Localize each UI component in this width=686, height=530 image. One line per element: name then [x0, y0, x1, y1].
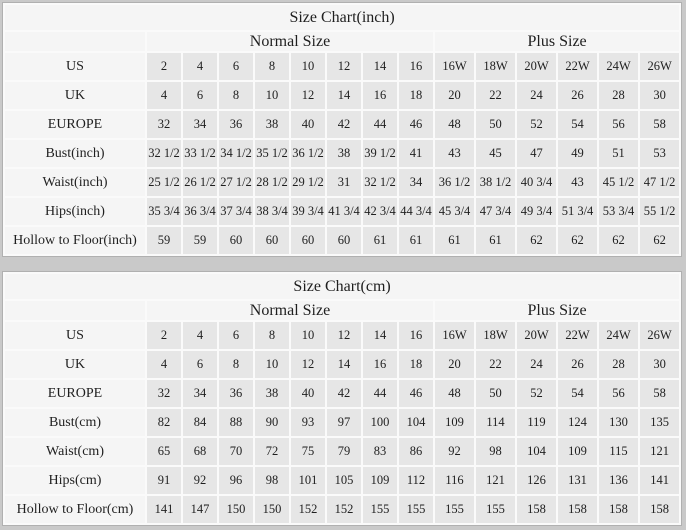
size-value-cell: 54 [558, 111, 597, 138]
size-value-cell: 61 [435, 227, 474, 254]
size-value-cell: 130 [599, 409, 638, 436]
size-value-cell: 18W [476, 53, 515, 80]
size-value-cell: 70 [219, 438, 253, 465]
size-value-cell: 18 [399, 82, 433, 109]
table-row [5, 467, 679, 494]
size-value-cell: 20 [435, 351, 474, 378]
size-value-cell: 34 [399, 169, 433, 196]
size-value-cell: 48 [435, 111, 474, 138]
size-value-cell: 62 [517, 227, 556, 254]
size-value-cell: 20 [435, 82, 474, 109]
size-value-cell: 14 [363, 53, 397, 80]
row-label: Waist(cm) [5, 438, 145, 465]
row-label: EUROPE [5, 111, 145, 138]
size-value-cell: 124 [558, 409, 597, 436]
size-value-cell: 38 3/4 [255, 198, 289, 225]
row-label: UK [5, 82, 145, 109]
size-value-cell: 59 [147, 227, 181, 254]
size-value-cell: 105 [327, 467, 361, 494]
size-value-cell: 2 [147, 322, 181, 349]
size-value-cell: 112 [399, 467, 433, 494]
table-row [5, 53, 679, 80]
size-value-cell: 20W [517, 322, 556, 349]
size-value-cell: 47 3/4 [476, 198, 515, 225]
size-value-cell: 82 [147, 409, 181, 436]
size-value-cell: 40 3/4 [517, 169, 556, 196]
size-value-cell: 38 [255, 111, 289, 138]
size-value-cell: 90 [255, 409, 289, 436]
table-row [5, 198, 679, 225]
size-value-cell: 27 1/2 [219, 169, 253, 196]
size-value-cell: 36 [219, 380, 253, 407]
size-value-cell: 83 [363, 438, 397, 465]
size-value-cell: 31 [327, 169, 361, 196]
size-value-cell: 51 3/4 [558, 198, 597, 225]
size-chart-inch-table [2, 2, 682, 257]
size-value-cell: 62 [599, 227, 638, 254]
size-value-cell: 45 [476, 140, 515, 167]
size-value-cell: 16 [363, 82, 397, 109]
size-value-cell: 28 [599, 351, 638, 378]
size-value-cell: 44 3/4 [399, 198, 433, 225]
size-value-cell: 50 [476, 380, 515, 407]
size-value-cell: 60 [255, 227, 289, 254]
size-value-cell: 56 [599, 380, 638, 407]
size-value-cell: 47 1/2 [640, 169, 679, 196]
size-value-cell: 16W [435, 53, 474, 80]
size-value-cell: 104 [399, 409, 433, 436]
size-value-cell: 29 1/2 [291, 169, 325, 196]
size-value-cell: 60 [219, 227, 253, 254]
size-value-cell: 65 [147, 438, 181, 465]
group-header-row [5, 301, 679, 320]
size-value-cell: 72 [255, 438, 289, 465]
size-value-cell: 4 [183, 53, 217, 80]
size-value-cell: 30 [640, 82, 679, 109]
size-value-cell: 43 [435, 140, 474, 167]
size-value-cell: 30 [640, 351, 679, 378]
size-value-cell: 4 [183, 322, 217, 349]
size-value-cell: 46 [399, 111, 433, 138]
size-value-cell: 36 [219, 111, 253, 138]
size-value-cell: 114 [476, 409, 515, 436]
size-value-cell: 58 [640, 111, 679, 138]
table-row [5, 227, 679, 254]
size-value-cell: 28 1/2 [255, 169, 289, 196]
size-value-cell: 14 [327, 82, 361, 109]
size-value-cell: 155 [435, 496, 474, 523]
table-title: Size Chart(cm) [5, 274, 679, 299]
size-value-cell: 14 [363, 322, 397, 349]
corner-cell [5, 32, 145, 51]
size-value-cell: 26W [640, 53, 679, 80]
size-value-cell: 53 3/4 [599, 198, 638, 225]
size-value-cell: 97 [327, 409, 361, 436]
size-value-cell: 147 [183, 496, 217, 523]
table-row [5, 169, 679, 196]
size-value-cell: 12 [327, 53, 361, 80]
size-value-cell: 34 [183, 380, 217, 407]
size-value-cell: 152 [291, 496, 325, 523]
size-value-cell: 54 [558, 380, 597, 407]
size-value-cell: 47 [517, 140, 556, 167]
size-value-cell: 158 [640, 496, 679, 523]
size-value-cell: 126 [517, 467, 556, 494]
size-value-cell: 10 [291, 322, 325, 349]
size-value-cell: 100 [363, 409, 397, 436]
size-value-cell: 6 [219, 322, 253, 349]
size-value-cell: 48 [435, 380, 474, 407]
table-row [5, 438, 679, 465]
size-value-cell: 150 [255, 496, 289, 523]
size-value-cell: 2 [147, 53, 181, 80]
row-label: Hollow to Floor(inch) [5, 227, 145, 254]
size-value-cell: 91 [147, 467, 181, 494]
size-value-cell: 60 [327, 227, 361, 254]
size-value-cell: 109 [435, 409, 474, 436]
size-value-cell: 79 [327, 438, 361, 465]
size-value-cell: 38 [327, 140, 361, 167]
size-value-cell: 61 [399, 227, 433, 254]
size-value-cell: 20W [517, 53, 556, 80]
row-label: US [5, 53, 145, 80]
size-value-cell: 34 [183, 111, 217, 138]
size-value-cell: 50 [476, 111, 515, 138]
size-value-cell: 10 [255, 351, 289, 378]
size-value-cell: 42 [327, 111, 361, 138]
size-value-cell: 8 [219, 351, 253, 378]
size-value-cell: 18 [399, 351, 433, 378]
row-label: EUROPE [5, 380, 145, 407]
size-value-cell: 6 [183, 351, 217, 378]
size-value-cell: 121 [476, 467, 515, 494]
size-value-cell: 39 1/2 [363, 140, 397, 167]
size-value-cell: 53 [640, 140, 679, 167]
size-value-cell: 32 1/2 [363, 169, 397, 196]
row-label: Hips(inch) [5, 198, 145, 225]
size-value-cell: 32 [147, 111, 181, 138]
size-value-cell: 136 [599, 467, 638, 494]
size-value-cell: 41 3/4 [327, 198, 361, 225]
size-value-cell: 51 [599, 140, 638, 167]
size-value-cell: 16 [363, 351, 397, 378]
row-label: Bust(inch) [5, 140, 145, 167]
size-value-cell: 40 [291, 380, 325, 407]
size-value-cell: 62 [558, 227, 597, 254]
size-value-cell: 34 1/2 [219, 140, 253, 167]
size-value-cell: 44 [363, 111, 397, 138]
size-value-cell: 16 [399, 322, 433, 349]
normal-size-header: Normal Size [147, 32, 433, 51]
size-value-cell: 32 1/2 [147, 140, 181, 167]
size-value-cell: 96 [219, 467, 253, 494]
table-row [5, 82, 679, 109]
size-value-cell: 12 [291, 351, 325, 378]
size-value-cell: 36 3/4 [183, 198, 217, 225]
size-value-cell: 58 [640, 380, 679, 407]
table-row [5, 140, 679, 167]
size-value-cell: 62 [640, 227, 679, 254]
table-row [5, 496, 679, 523]
size-value-cell: 6 [219, 53, 253, 80]
size-value-cell: 158 [599, 496, 638, 523]
size-value-cell: 25 1/2 [147, 169, 181, 196]
size-value-cell: 101 [291, 467, 325, 494]
size-value-cell: 68 [183, 438, 217, 465]
size-value-cell: 16W [435, 322, 474, 349]
size-value-cell: 24W [599, 53, 638, 80]
table-row [5, 409, 679, 436]
table-title: Size Chart(inch) [5, 5, 679, 30]
size-value-cell: 40 [291, 111, 325, 138]
size-value-cell: 56 [599, 111, 638, 138]
size-value-cell: 115 [599, 438, 638, 465]
row-label: Bust(cm) [5, 409, 145, 436]
row-label: US [5, 322, 145, 349]
title-row [5, 274, 679, 299]
plus-size-header: Plus Size [435, 301, 679, 320]
size-value-cell: 155 [476, 496, 515, 523]
size-value-cell: 61 [476, 227, 515, 254]
size-value-cell: 6 [183, 82, 217, 109]
size-value-cell: 150 [219, 496, 253, 523]
row-label: Hollow to Floor(cm) [5, 496, 145, 523]
size-value-cell: 22W [558, 53, 597, 80]
size-value-cell: 98 [476, 438, 515, 465]
size-value-cell: 8 [255, 322, 289, 349]
size-value-cell: 42 3/4 [363, 198, 397, 225]
size-value-cell: 141 [147, 496, 181, 523]
size-value-cell: 141 [640, 467, 679, 494]
size-value-cell: 22 [476, 351, 515, 378]
size-value-cell: 8 [255, 53, 289, 80]
size-value-cell: 59 [183, 227, 217, 254]
size-value-cell: 24 [517, 82, 556, 109]
size-value-cell: 28 [599, 82, 638, 109]
size-value-cell: 4 [147, 351, 181, 378]
size-value-cell: 158 [517, 496, 556, 523]
size-value-cell: 16 [399, 53, 433, 80]
size-value-cell: 135 [640, 409, 679, 436]
size-value-cell: 38 1/2 [476, 169, 515, 196]
size-value-cell: 45 3/4 [435, 198, 474, 225]
size-value-cell: 155 [399, 496, 433, 523]
size-value-cell: 152 [327, 496, 361, 523]
size-value-cell: 43 [558, 169, 597, 196]
table-row [5, 111, 679, 138]
size-value-cell: 36 1/2 [291, 140, 325, 167]
size-value-cell: 41 [399, 140, 433, 167]
size-value-cell: 60 [291, 227, 325, 254]
size-value-cell: 98 [255, 467, 289, 494]
size-value-cell: 24W [599, 322, 638, 349]
size-value-cell: 14 [327, 351, 361, 378]
size-value-cell: 158 [558, 496, 597, 523]
size-chart-cm-table [2, 271, 682, 526]
size-value-cell: 37 3/4 [219, 198, 253, 225]
table-row [5, 322, 679, 349]
size-value-cell: 10 [291, 53, 325, 80]
size-value-cell: 121 [640, 438, 679, 465]
size-value-cell: 131 [558, 467, 597, 494]
size-value-cell: 49 3/4 [517, 198, 556, 225]
size-value-cell: 45 1/2 [599, 169, 638, 196]
size-value-cell: 12 [291, 82, 325, 109]
size-value-cell: 52 [517, 380, 556, 407]
size-value-cell: 55 1/2 [640, 198, 679, 225]
title-row [5, 5, 679, 30]
size-value-cell: 24 [517, 351, 556, 378]
table-row [5, 380, 679, 407]
size-value-cell: 86 [399, 438, 433, 465]
size-value-cell: 10 [255, 82, 289, 109]
table-row [5, 351, 679, 378]
size-value-cell: 26 [558, 82, 597, 109]
size-value-cell: 88 [219, 409, 253, 436]
size-value-cell: 39 3/4 [291, 198, 325, 225]
size-value-cell: 8 [219, 82, 253, 109]
size-value-cell: 26 1/2 [183, 169, 217, 196]
size-value-cell: 4 [147, 82, 181, 109]
size-value-cell: 155 [363, 496, 397, 523]
row-label: Waist(inch) [5, 169, 145, 196]
size-value-cell: 84 [183, 409, 217, 436]
size-value-cell: 119 [517, 409, 556, 436]
size-value-cell: 42 [327, 380, 361, 407]
size-value-cell: 93 [291, 409, 325, 436]
size-value-cell: 33 1/2 [183, 140, 217, 167]
size-value-cell: 26W [640, 322, 679, 349]
size-value-cell: 38 [255, 380, 289, 407]
group-header-row [5, 32, 679, 51]
size-value-cell: 92 [183, 467, 217, 494]
row-label: Hips(cm) [5, 467, 145, 494]
size-value-cell: 92 [435, 438, 474, 465]
size-value-cell: 35 3/4 [147, 198, 181, 225]
size-value-cell: 49 [558, 140, 597, 167]
size-value-cell: 36 1/2 [435, 169, 474, 196]
size-value-cell: 26 [558, 351, 597, 378]
size-value-cell: 12 [327, 322, 361, 349]
size-value-cell: 44 [363, 380, 397, 407]
size-value-cell: 22 [476, 82, 515, 109]
size-value-cell: 52 [517, 111, 556, 138]
size-value-cell: 109 [558, 438, 597, 465]
size-value-cell: 61 [363, 227, 397, 254]
normal-size-header: Normal Size [147, 301, 433, 320]
size-value-cell: 109 [363, 467, 397, 494]
size-value-cell: 22W [558, 322, 597, 349]
size-value-cell: 32 [147, 380, 181, 407]
size-value-cell: 46 [399, 380, 433, 407]
size-value-cell: 104 [517, 438, 556, 465]
size-value-cell: 75 [291, 438, 325, 465]
size-value-cell: 18W [476, 322, 515, 349]
row-label: UK [5, 351, 145, 378]
size-value-cell: 116 [435, 467, 474, 494]
size-value-cell: 35 1/2 [255, 140, 289, 167]
plus-size-header: Plus Size [435, 32, 679, 51]
corner-cell [5, 301, 145, 320]
